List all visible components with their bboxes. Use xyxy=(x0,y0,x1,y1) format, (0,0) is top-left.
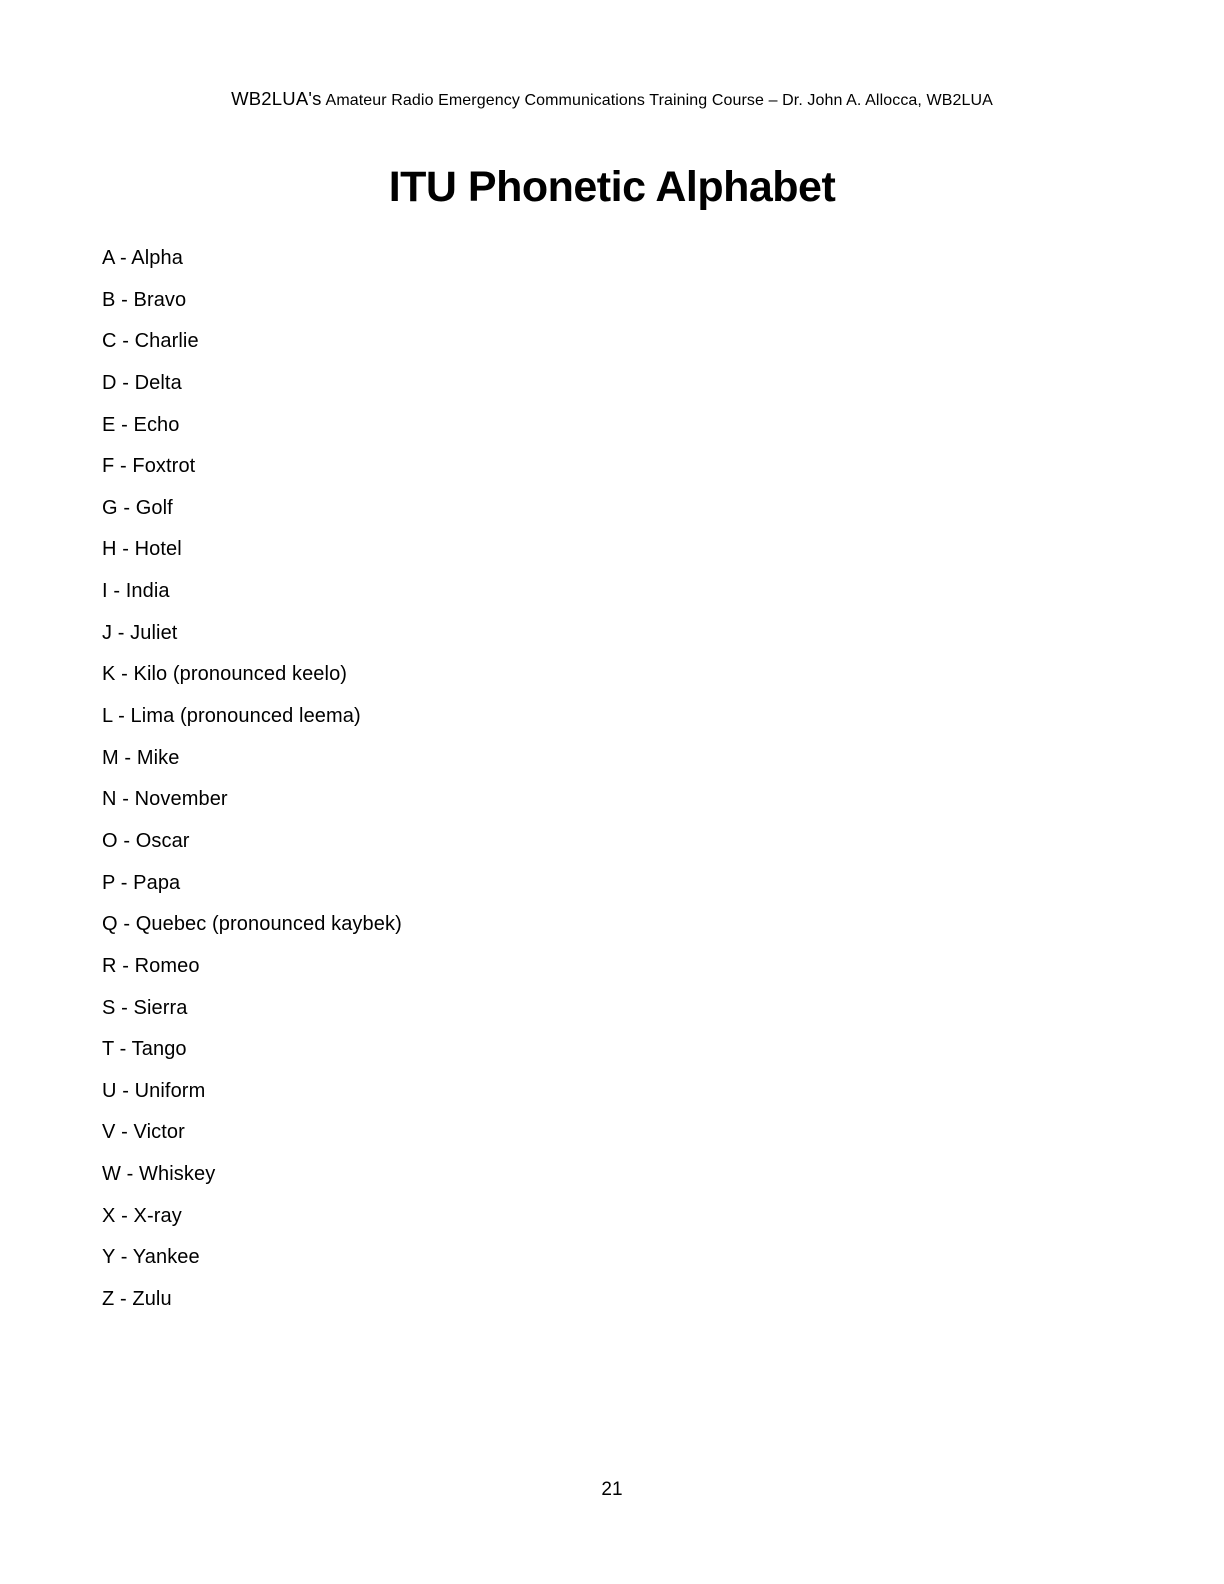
alphabet-item: R - Romeo xyxy=(102,954,200,977)
alphabet-item: F - Foxtrot xyxy=(102,455,196,478)
page-header xyxy=(0,88,1224,110)
alphabet-item: K - Kilo (pronounced keelo) xyxy=(102,663,348,686)
alphabet-item: Q - Quebec (pronounced kaybek) xyxy=(102,913,402,936)
alphabet-item: Z - Zulu xyxy=(102,1288,172,1311)
header-callsign: WB2LUA's xyxy=(231,88,322,109)
alphabet-item: E - Echo xyxy=(102,413,180,436)
alphabet-item: J - Juliet xyxy=(102,621,178,644)
alphabet-item: S - Sierra xyxy=(102,996,188,1019)
alphabet-item: C - Charlie xyxy=(102,330,199,353)
alphabet-item: O - Oscar xyxy=(102,829,190,852)
alphabet-item: P - Papa xyxy=(102,871,181,894)
alphabet-item: U - Uniform xyxy=(102,1079,206,1102)
page-number: 21 xyxy=(601,1479,623,1500)
alphabet-item: V - Victor xyxy=(102,1121,185,1144)
header-course-title: Amateur Radio Emergency Communications Training Course – Dr. John A. Allocca, WB2LUA xyxy=(325,92,993,109)
alphabet-item: D - Delta xyxy=(102,371,182,394)
page-title: ITU Phonetic Alphabet xyxy=(388,163,836,211)
alphabet-item: N - November xyxy=(102,788,228,811)
alphabet-item: B - Bravo xyxy=(102,288,187,311)
alphabet-item: L - Lima (pronounced leema) xyxy=(102,705,361,728)
alphabet-item: H - Hotel xyxy=(102,538,182,561)
alphabet-item: A - Alpha xyxy=(102,247,183,269)
alphabet-item: W - Whiskey xyxy=(102,1163,216,1186)
alphabet-item: T - Tango xyxy=(102,1038,187,1061)
alphabet-item: G - Golf xyxy=(102,496,173,519)
alphabet-item: M - Mike xyxy=(102,746,180,769)
alphabet-item: I - India xyxy=(102,580,170,603)
alphabet-item: Y - Yankee xyxy=(102,1246,200,1269)
phonetic-alphabet-list xyxy=(102,238,402,1321)
alphabet-item: X - X-ray xyxy=(102,1204,182,1227)
